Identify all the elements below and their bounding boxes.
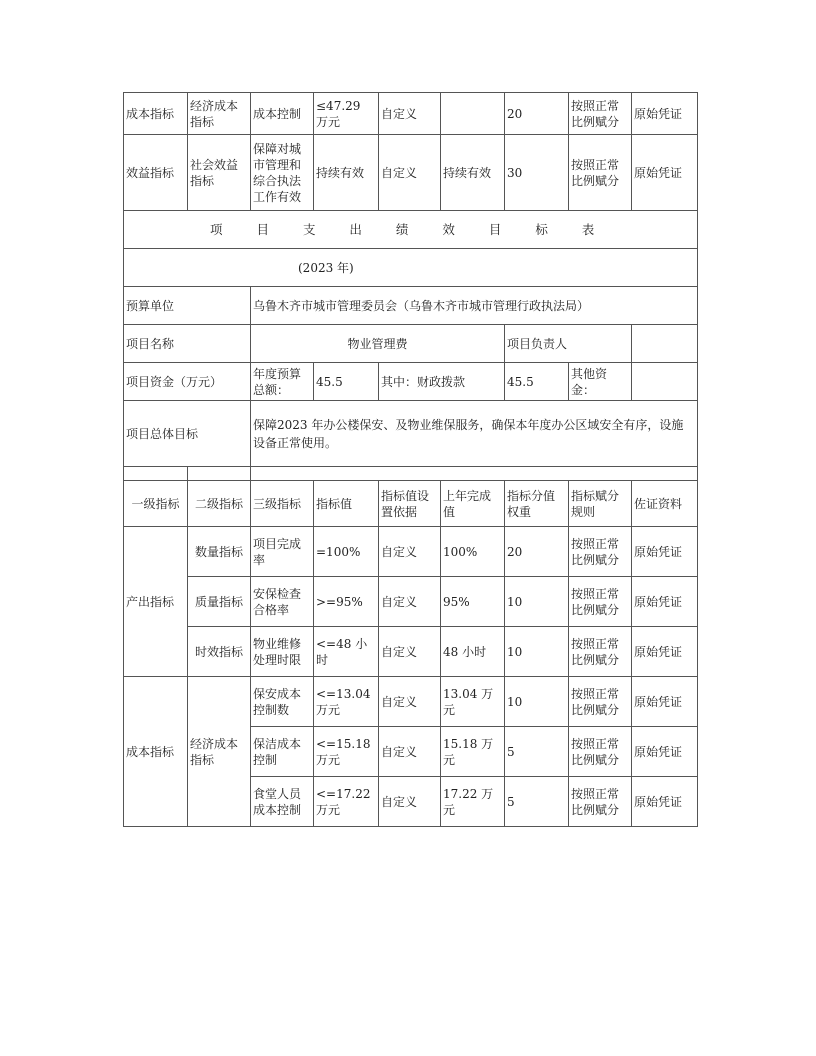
project-name-value: 物业管理费 [251, 325, 505, 363]
other-funds-value [632, 363, 698, 401]
weight-cell: 5 [505, 777, 569, 827]
evidence-cell: 原始凭证 [632, 527, 698, 577]
basis-cell: 自定义 [379, 577, 441, 627]
weight-cell: 20 [505, 527, 569, 577]
indicator-value-cell: >=95% [314, 577, 379, 627]
basis-cell: 自定义 [379, 727, 441, 777]
rule-cell: 按照正常比例赋分 [569, 93, 632, 135]
indicator-value-cell: <=13.04 万元 [314, 677, 379, 727]
fiscal-value: 45.5 [505, 363, 569, 401]
indicator-value-cell: ≤47.29 万元 [314, 93, 379, 135]
header-level3: 三级指标 [251, 481, 314, 527]
header-rule: 指标赋分规则 [569, 481, 632, 527]
level2-cell: 质量指标 [188, 577, 251, 627]
level3-cell: 食堂人员成本控制 [251, 777, 314, 827]
header-last-year: 上年完成值 [441, 481, 505, 527]
header-weight: 指标分值权重 [505, 481, 569, 527]
basis-cell: 自定义 [379, 627, 441, 677]
header-basis: 指标值设置依据 [379, 481, 441, 527]
evidence-cell: 原始凭证 [632, 627, 698, 677]
evidence-cell: 原始凭证 [632, 677, 698, 727]
weight-cell: 10 [505, 627, 569, 677]
rule-cell: 按照正常比例赋分 [569, 627, 632, 677]
project-owner-label: 项目负责人 [505, 325, 632, 363]
indicator-value-cell: <=17.22 万元 [314, 777, 379, 827]
last-year-cell: 95% [441, 577, 505, 627]
evidence-cell: 原始凭证 [632, 777, 698, 827]
budget-unit-value: 乌鲁木齐市城市管理委员会（乌鲁木齐市城市管理行政执法局） [251, 287, 698, 325]
weight-cell: 20 [505, 93, 569, 135]
indicator-value-cell: <=48 小时 [314, 627, 379, 677]
level3-cell: 保安成本控制数 [251, 677, 314, 727]
level2-cell: 经济成本指标 [188, 93, 251, 135]
last-year-cell: 17.22 万元 [441, 777, 505, 827]
form-year: (2023 年) [124, 249, 698, 287]
other-funds-label: 其他资金： [569, 363, 632, 401]
annual-budget-value: 45.5 [314, 363, 379, 401]
rule-cell: 按照正常比例赋分 [569, 677, 632, 727]
last-year-cell: 100% [441, 527, 505, 577]
table-row [124, 93, 698, 135]
basis-cell: 自定义 [379, 93, 441, 135]
basis-cell: 自定义 [379, 777, 441, 827]
header-level2: 二级指标 [188, 481, 251, 527]
output-level1: 产出指标 [124, 527, 188, 677]
cost-level1: 成本指标 [124, 677, 188, 827]
level3-cell: 成本控制 [251, 93, 314, 135]
table-row [124, 527, 698, 577]
weight-cell: 10 [505, 577, 569, 627]
form-title: 项 目 支 出 绩 效 目 标 表 [124, 211, 698, 249]
last-year-cell: 持续有效 [441, 135, 505, 211]
cost-level2: 经济成本指标 [188, 677, 251, 827]
fiscal-label: 其中：财政拨款 [379, 363, 505, 401]
performance-table [123, 92, 698, 827]
level3-cell: 安保检查合格率 [251, 577, 314, 627]
overall-goal-value: 保障2023 年办公楼保安、及物业维保服务，确保本年度办公区域安全有序，设施设备正常使用。 [251, 401, 698, 467]
indicator-value-cell: <=15.18 万元 [314, 727, 379, 777]
evidence-cell: 原始凭证 [632, 727, 698, 777]
rule-cell: 按照正常比例赋分 [569, 527, 632, 577]
level2-cell: 数量指标 [188, 527, 251, 577]
weight-cell: 30 [505, 135, 569, 211]
indicator-value-cell: 持续有效 [314, 135, 379, 211]
rule-cell: 按照正常比例赋分 [569, 727, 632, 777]
rule-cell: 按照正常比例赋分 [569, 135, 632, 211]
level3-cell: 保洁成本控制 [251, 727, 314, 777]
table-row [124, 577, 698, 627]
level2-cell: 时效指标 [188, 627, 251, 677]
level1-cell: 效益指标 [124, 135, 188, 211]
level3-cell: 项目完成率 [251, 527, 314, 577]
weight-cell: 10 [505, 677, 569, 727]
weight-cell: 5 [505, 727, 569, 777]
header-value: 指标值 [314, 481, 379, 527]
last-year-cell: 48 小时 [441, 627, 505, 677]
overall-goal-label: 项目总体目标 [124, 401, 251, 467]
funds-label: 项目资金（万元） [124, 363, 251, 401]
annual-budget-label: 年度预算总额： [251, 363, 314, 401]
indicator-value-cell: =100% [314, 527, 379, 577]
level3-cell: 保障对城市管理和综合执法工作有效 [251, 135, 314, 211]
rule-cell: 按照正常比例赋分 [569, 777, 632, 827]
evidence-cell: 原始凭证 [632, 577, 698, 627]
evidence-cell: 原始凭证 [632, 135, 698, 211]
level2-cell: 社会效益指标 [188, 135, 251, 211]
table-row [124, 135, 698, 211]
spacer-row [124, 467, 698, 481]
indicator-header-row [124, 481, 698, 527]
project-name-label: 项目名称 [124, 325, 251, 363]
evidence-cell: 原始凭证 [632, 93, 698, 135]
header-level1: 一级指标 [124, 481, 188, 527]
basis-cell: 自定义 [379, 677, 441, 727]
budget-unit-label: 预算单位 [124, 287, 251, 325]
performance-document [123, 92, 697, 827]
rule-cell: 按照正常比例赋分 [569, 577, 632, 627]
header-evidence: 佐证资料 [632, 481, 698, 527]
table-row [124, 677, 698, 727]
project-owner-value [632, 325, 698, 363]
last-year-cell: 15.18 万元 [441, 727, 505, 777]
basis-cell: 自定义 [379, 527, 441, 577]
table-row [124, 627, 698, 677]
last-year-cell [441, 93, 505, 135]
level3-cell: 物业维修处理时限 [251, 627, 314, 677]
level1-cell: 成本指标 [124, 93, 188, 135]
basis-cell: 自定义 [379, 135, 441, 211]
last-year-cell: 13.04 万元 [441, 677, 505, 727]
